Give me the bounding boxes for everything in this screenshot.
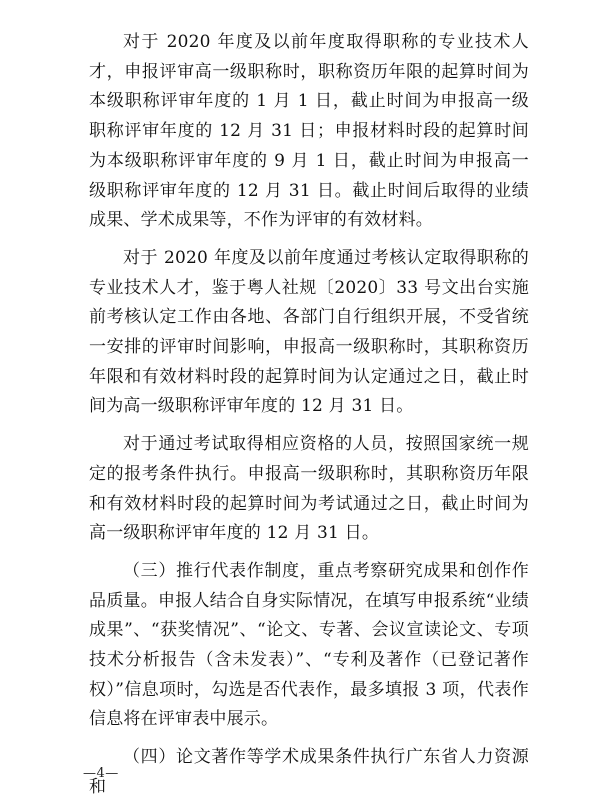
body-text [89,28,529,803]
page-number: —4— [83,766,119,781]
paragraph-exam-qualification: 对于通过考试取得相应资格的人员，按照国家统一规定的报考条件执行。申报高一级职称时，其职称资历年限和有效材料时段的起算时间为考试通过之日，截止时间为高一级职称评审年度的 12 月 31 日。 [89,434,529,544]
paragraph-academic-achievements: （四）论文著作等学术成果条件执行广东省人力资源和 [89,747,529,797]
paragraph-assessment-recognition: 对于 2020 年度及以前年度通过考核认定取得职称的专业技术人才，鉴于粤人社规〔2020〕33 号文出台实施前考核认定工作由各地、各部门自行组织开展，不受省统一安排的评审时间影响，申报高一级职称时，其职称资历年限和有效材料时段的起算时间为认定通过之日，截止时间为高一级职称评审年度的 12 月 31 日。 [89,247,529,417]
paragraph-qualification-timing: 对于 2020 年度及以前年度取得职称的专业技术人才，申报评审高一级职称时，职称资历年限的起算时间为本级职称评审年度的 1 月 1 日，截止时间为申报高一级职称评审年度的 12 月 31 日；申报材料时段的起算时间为本级职称评审年度的 9 月 1 日，截止时间为申报高一级职称评审年度的 12 月 31 日。截止时间后取得的业绩成果、学术成果等，不作为评审的有效材料。 [89,32,529,231]
paragraph-representative-works: （三）推行代表作制度，重点考察研究成果和创作作品质量。申报人结合自身实际情况，在填写申报系统“业绩成果”、“获奖情况”、“论文、专著、会议宣读论文、专项技术分析报告（含未发表）”、“专利及著作（已登记著作权）”信息项时，勾选是否代表作，最多填报 3 项，代表作信息将在评审表中展示。 [89,560,529,730]
